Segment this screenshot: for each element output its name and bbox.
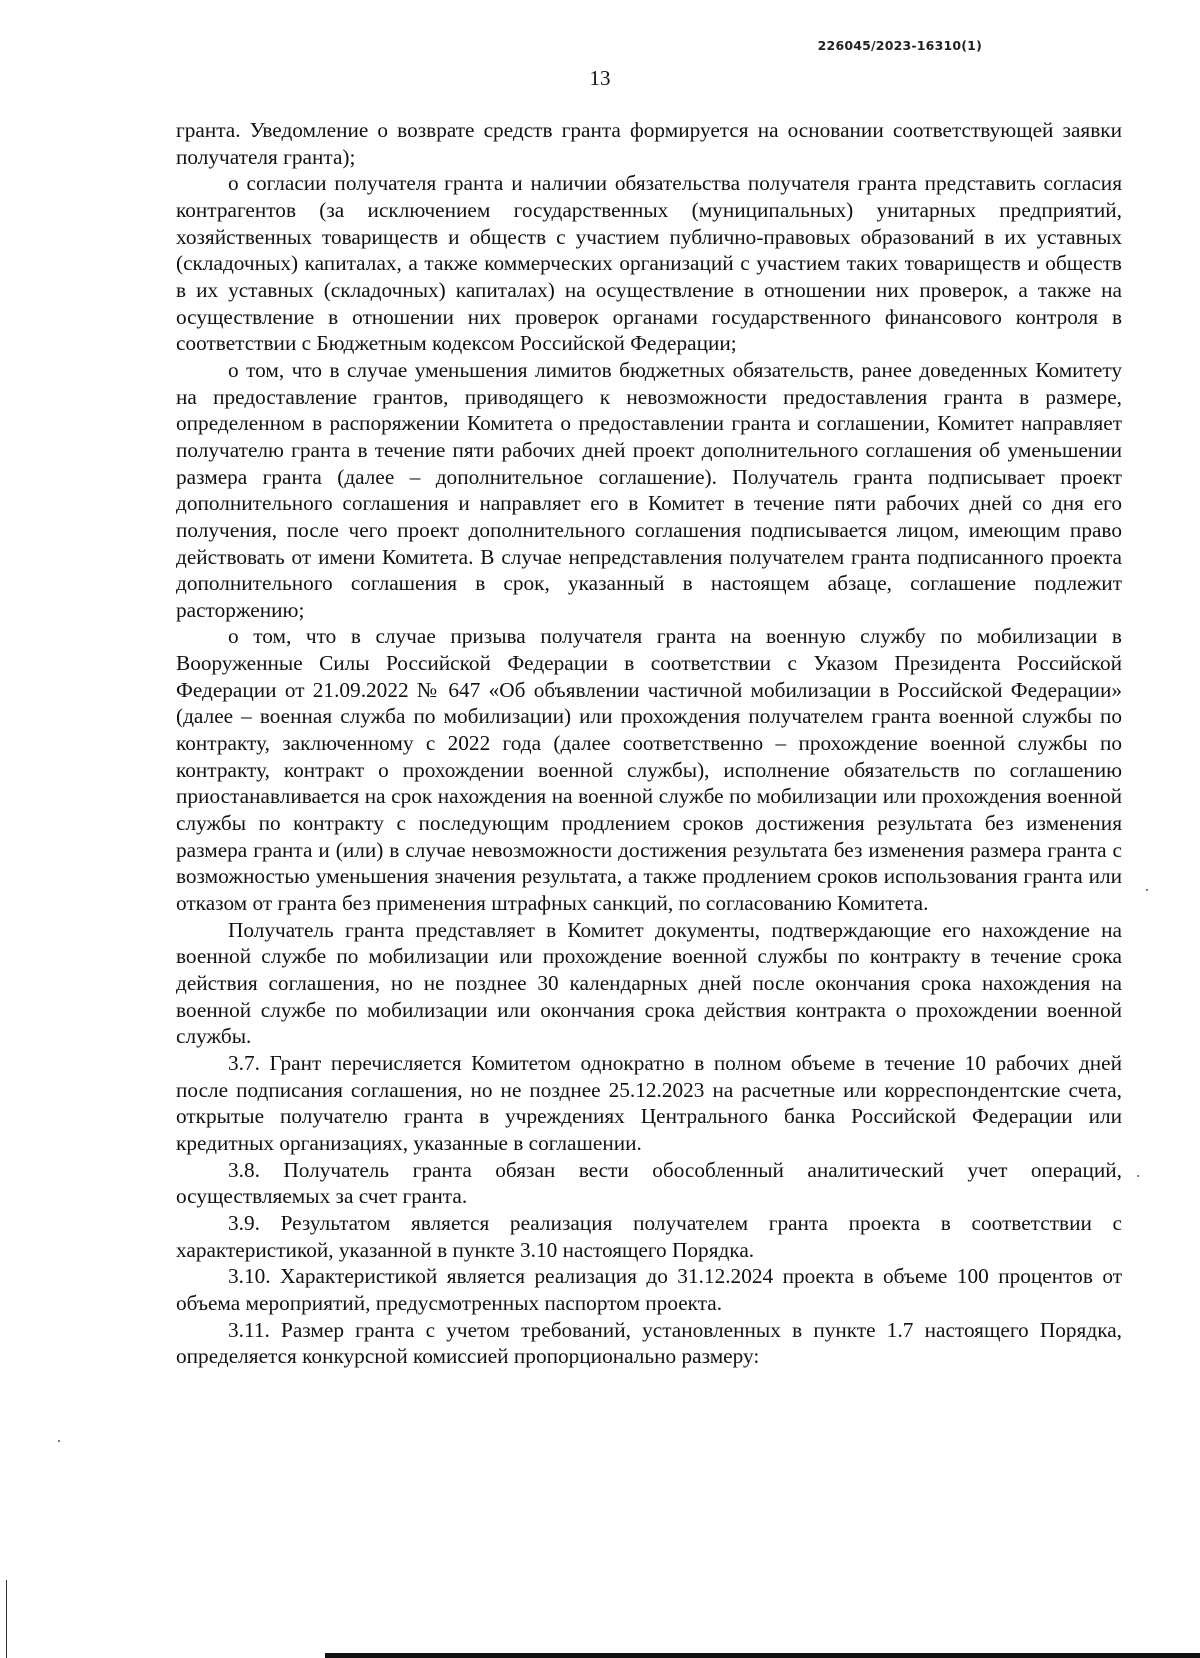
document-registration-number: 226045/2023-16310(1)	[817, 38, 982, 53]
paragraph-3-11-grant-size: 3.11. Размер гранта с учетом требований, установленных в пункте 1.7 настоящего Порядка, определяется конкурсной комиссией пропорционально размеру:	[176, 1317, 1122, 1369]
scan-bottom-edge-line	[325, 1653, 1200, 1658]
paragraph-military-documents: Получатель гранта представляет в Комитет документы, подтверждающие его нахождение на военной службе по мобилизации или прохождение военной службы по контракту в течение срока действия соглашения, но не позднее 30 календарных дней после окончания срока нахождения на военной службе по мобилизации или окончания срока действия контракта о прохождении военной службы.	[176, 917, 1122, 1049]
document-body	[176, 117, 1122, 1370]
scan-speck	[1137, 1175, 1139, 1177]
paragraph-military-mobilization: о том, что в случае призыва получателя гранта на военную службу по мобилизации в Вооруженные Силы Российской Федерации в соответствии с Указом Президента Российской Федерации от 21.09.2022 № 647 «Об объявлении частичной мобилизации в Российской Федерации» (далее – военная служба по мобилизации) или прохождения получателем гранта военной службы по контракту, заключенному с 2022 года (далее соответственно – прохождение военной службы по контракту, контракт о прохождении военной службы), исполнение обязательств по соглашению приостанавливается на срок нахождения на военной службе по мобилизации или прохождения военной службы по контракту с последующим продлением сроков достижения результата без изменения размера гранта и (или) в случае невозможности достижения результата без изменения размера гранта с возможностью уменьшения значения результата, а также продлением сроков использования гранта или отказом от гранта без применения штрафных санкций, по согласованию Комитета.	[176, 624, 1122, 916]
paragraph-3-9-result: 3.9. Результатом является реализация получателем гранта проекта в соответствии с характеристикой, указанной в пункте 3.10 настоящего Порядка.	[176, 1210, 1122, 1262]
paragraph-3-10-characteristic: 3.10. Характеристикой является реализация до 31.12.2024 проекта в объеме 100 процентов от объема мероприятий, предусмотренных паспортом проекта.	[176, 1264, 1122, 1315]
page-number: 13	[589, 66, 611, 90]
paragraph-3-7-grant-transfer: 3.7. Грант перечисляется Комитетом однократно в полном объеме в течение 10 рабочих дней после подписания соглашения, но не позднее 25.12.2023 на расчетные или корреспондентские счета, открытые получателю гранта в учреждениях Центрального банка Российской Федерации или кредитных организациях, указанные в соглашении.	[176, 1050, 1122, 1155]
scan-speck	[58, 1440, 60, 1442]
scan-speck	[1146, 889, 1148, 891]
paragraph-budget-limit-reduction: о том, что в случае уменьшения лимитов бюджетных обязательств, ранее доведенных Комитету на предоставление грантов, приводящего к невозможности предоставления гранта в размере, определенном в распоряжении Комитета о предоставлении гранта и соглашении, Комитет направляет получателю гранта в течение пяти рабочих дней проект дополнительного соглашения об уменьшении размера гранта (далее – дополнительное соглашение). Получатель гранта подписывает проект дополнительного соглашения и направляет его в Комитет в течение пяти рабочих дней со дня его получения, после чего проект дополнительного соглашения подписывается лицом, имеющим право действовать от имени Комитета. В случае непредставления получателем гранта подписанного проекта дополнительного соглашения в срок, указанный в настоящем абзаце, соглашение подлежит расторжению;	[176, 357, 1122, 622]
scan-left-edge-line	[6, 1580, 7, 1658]
paragraph-grant-return-notice: гранта. Уведомление о возврате средств гранта формируется на основании соответствующей заявки получателя гранта);	[176, 118, 1122, 169]
paragraph-contractor-consent: о согласии получателя гранта и наличии обязательства получателя гранта представить согласия контрагентов (за исключением государственных (муниципальных) унитарных предприятий, хозяйственных товариществ и обществ с участием публично-правовых образований в их уставных (складочных) капиталах, а также коммерческих организаций с участием таких товариществ и обществ в их уставных (складочных) капиталах) на осуществление в отношении них проверок, а также на осуществление в отношении них проверок органами государственного финансового контроля в соответствии с Бюджетным кодексом Российской Федерации;	[176, 171, 1122, 356]
paragraph-3-8-accounting: 3.8. Получатель гранта обязан вести обособленный аналитический учет операций, осуществляемых за счет гранта.	[176, 1157, 1122, 1209]
